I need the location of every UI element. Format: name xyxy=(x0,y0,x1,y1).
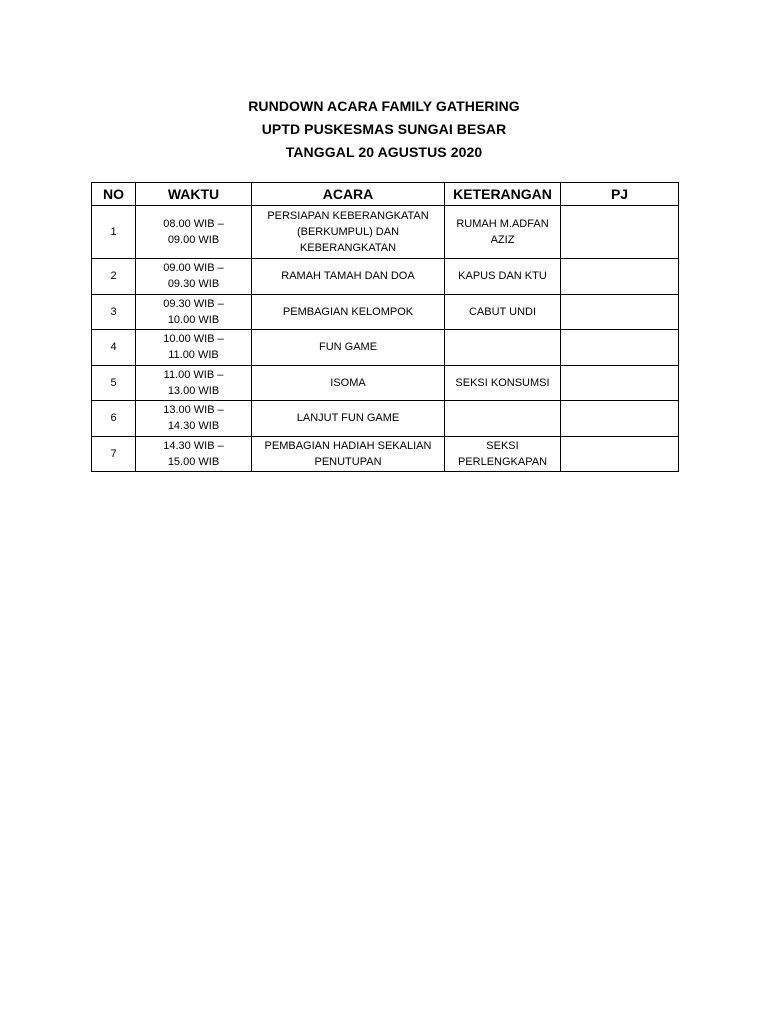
cell-acara: RAMAH TAMAH DAN DOA xyxy=(252,259,445,295)
table-header-row xyxy=(92,183,679,206)
header-pj: PJ xyxy=(561,183,679,206)
cell-waktu: 10.00 WIB – 11.00 WIB xyxy=(136,330,252,366)
table-row xyxy=(92,365,679,401)
cell-no: 3 xyxy=(92,294,136,330)
cell-keterangan xyxy=(445,330,561,366)
cell-waktu: 08.00 WIB – 09.00 WIB xyxy=(136,206,252,259)
table-row xyxy=(92,401,679,437)
header-acara: ACARA xyxy=(252,183,445,206)
table-row xyxy=(92,259,679,295)
cell-acara: ISOMA xyxy=(252,365,445,401)
cell-waktu: 13.00 WIB – 14.30 WIB xyxy=(136,401,252,437)
cell-no: 6 xyxy=(92,401,136,437)
cell-acara: PEMBAGIAN KELOMPOK xyxy=(252,294,445,330)
document-title xyxy=(0,95,768,164)
rundown-table xyxy=(91,182,679,472)
cell-pj xyxy=(561,206,679,259)
cell-pj xyxy=(561,365,679,401)
cell-no: 2 xyxy=(92,259,136,295)
header-keterangan: KETERANGAN xyxy=(445,183,561,206)
title-line-event: RUNDOWN ACARA FAMILY GATHERING xyxy=(248,98,520,114)
cell-waktu: 09.30 WIB – 10.00 WIB xyxy=(136,294,252,330)
table-row xyxy=(92,436,679,472)
cell-keterangan: CABUT UNDI xyxy=(445,294,561,330)
table-row xyxy=(92,330,679,366)
cell-keterangan xyxy=(445,401,561,437)
cell-no: 7 xyxy=(92,436,136,472)
header-waktu: WAKTU xyxy=(136,183,252,206)
cell-keterangan: SEKSI KONSUMSI xyxy=(445,365,561,401)
cell-no: 4 xyxy=(92,330,136,366)
cell-no: 5 xyxy=(92,365,136,401)
title-line-organization: UPTD PUSKESMAS SUNGAI BESAR xyxy=(261,121,507,137)
cell-waktu: 09.00 WIB – 09.30 WIB xyxy=(136,259,252,295)
cell-waktu: 11.00 WIB – 13.00 WIB xyxy=(136,365,252,401)
header-no: NO xyxy=(92,183,136,206)
cell-pj xyxy=(561,259,679,295)
title-line-date: TANGGAL 20 AGUSTUS 2020 xyxy=(285,144,483,160)
cell-pj xyxy=(561,294,679,330)
table-row xyxy=(92,206,679,259)
cell-keterangan: RUMAH M.ADFAN AZIZ xyxy=(445,206,561,259)
cell-no: 1 xyxy=(92,206,136,259)
cell-pj xyxy=(561,436,679,472)
cell-pj xyxy=(561,401,679,437)
cell-waktu: 14.30 WIB – 15.00 WIB xyxy=(136,436,252,472)
table-row xyxy=(92,294,679,330)
cell-keterangan: SEKSI PERLENGKAPAN xyxy=(445,436,561,472)
cell-acara: FUN GAME xyxy=(252,330,445,366)
cell-acara: PERSIAPAN KEBERANGKATAN (BERKUMPUL) DAN KEBERANGKATAN xyxy=(252,206,445,259)
cell-acara: PEMBAGIAN HADIAH SEKALIAN PENUTUPAN xyxy=(252,436,445,472)
cell-pj xyxy=(561,330,679,366)
cell-keterangan: KAPUS DAN KTU xyxy=(445,259,561,295)
cell-acara: LANJUT FUN GAME xyxy=(252,401,445,437)
